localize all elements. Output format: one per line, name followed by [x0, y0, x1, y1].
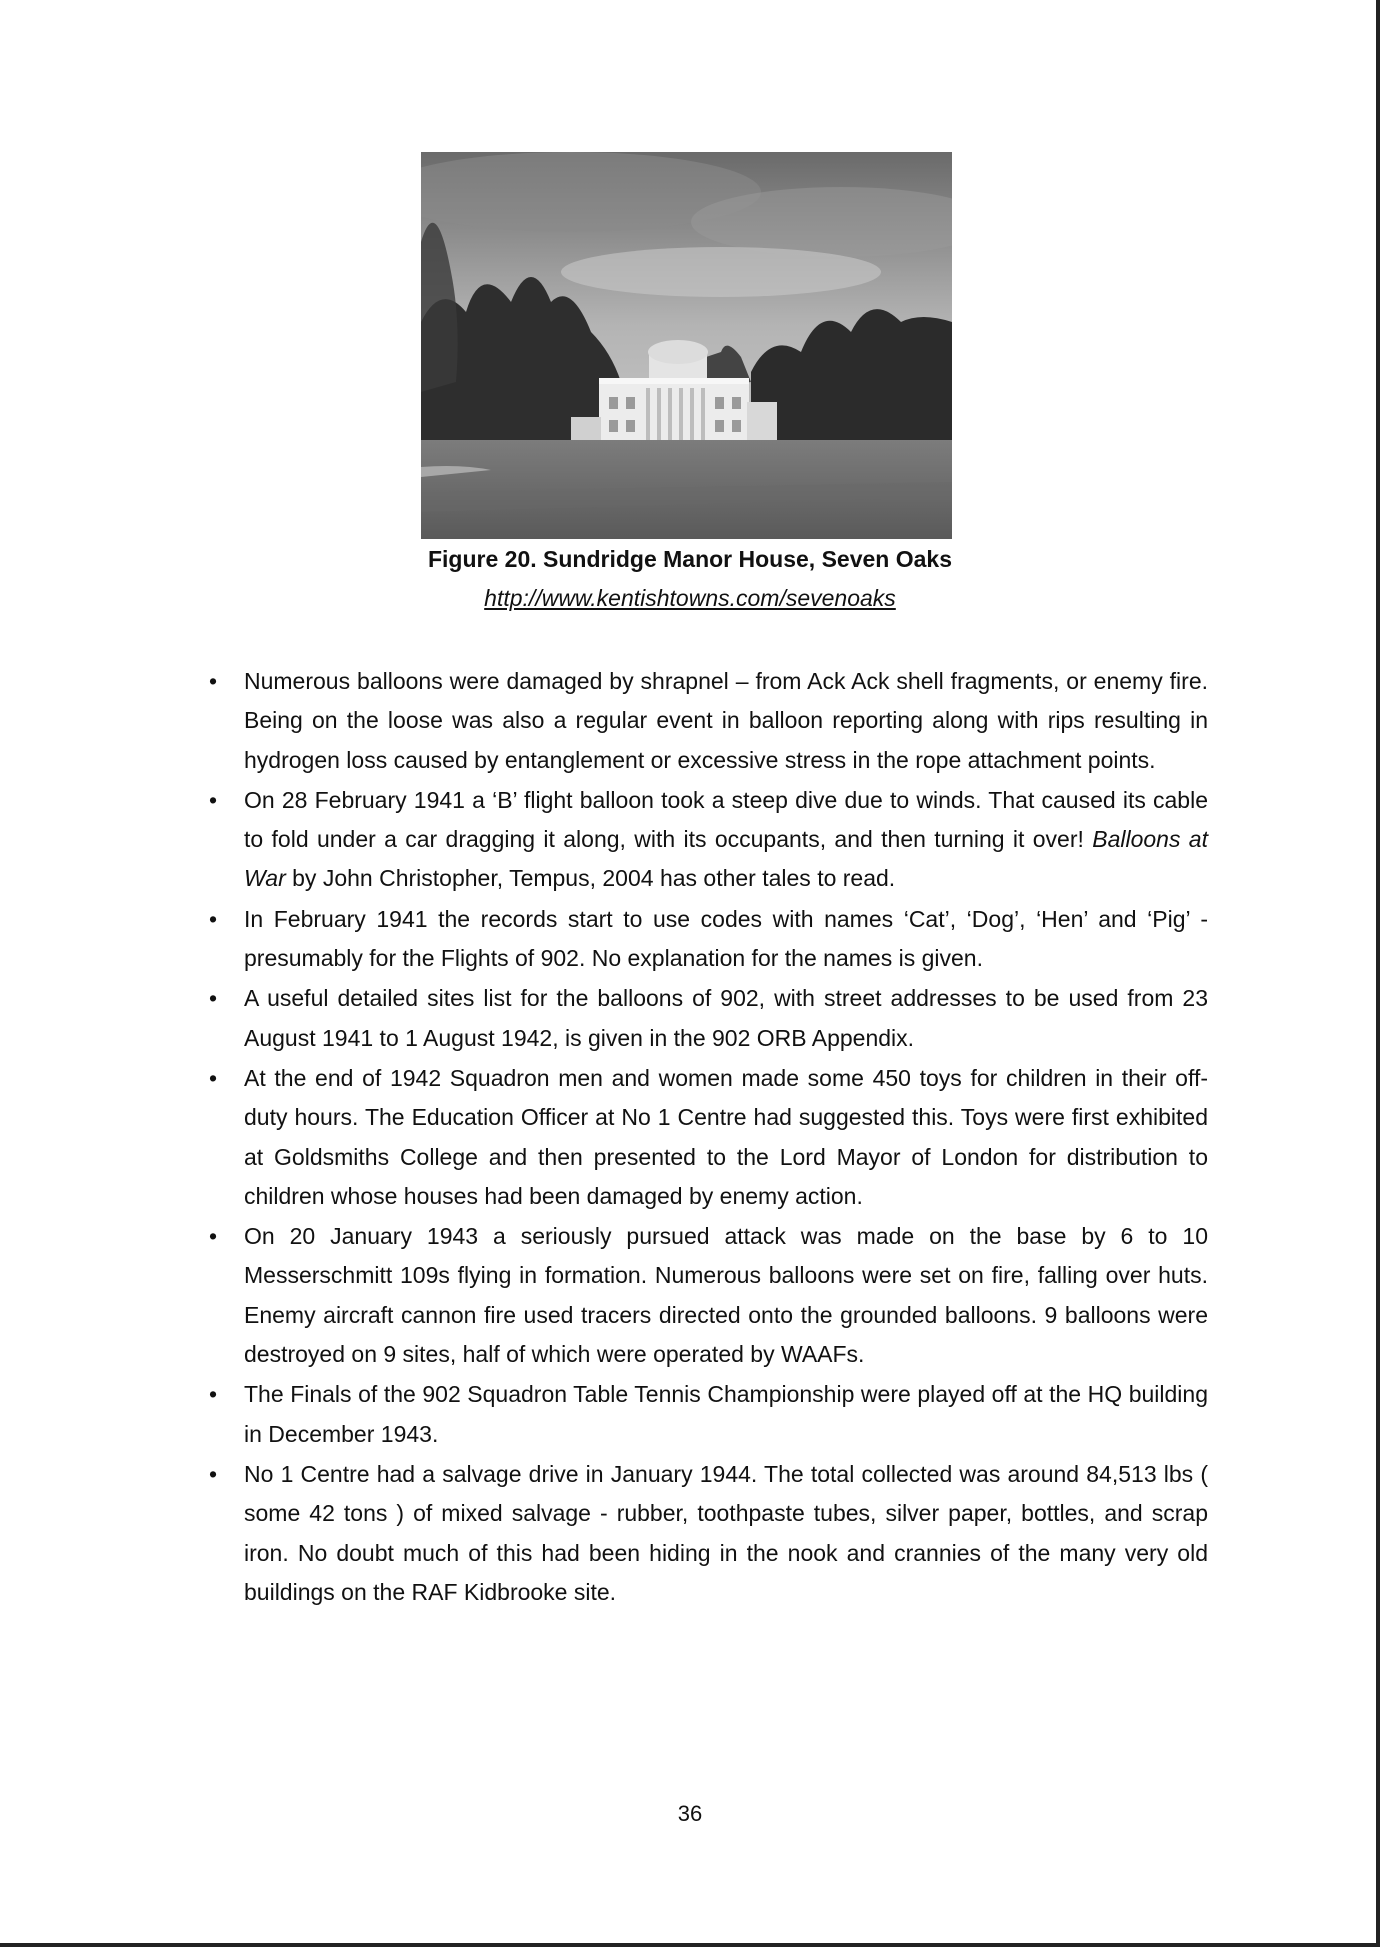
- bullet-icon: •: [208, 1460, 218, 1487]
- list-item-text: No 1 Centre had a salvage drive in January 1944. The total collected was around 84,513 lbs ( some 42 tons ) of mixed salvage - rubber, toothpaste tubes, silver paper, bottles, and scrap iron. No doubt much of this had been hiding in the nook and crannies of the many very old buildings on the RAF Kidbrooke site.: [244, 1460, 1208, 1605]
- list-item-text-continued: by John Christopher, Tempus, 2004 has other tales to read.: [285, 865, 896, 892]
- list-item-text: On 20 January 1943 a seriously pursued attack was made on the base by 6 to 10 Messerschmitt 109s flying in formation. Numerous balloons were set on fire, falling over huts. Enemy aircraft cannon fire used tracers directed onto the grounded balloons. 9 balloons were destroyed on 9 sites, half of which were operated by WAAFs.: [244, 1223, 1208, 1368]
- list-item-text: A useful detailed sites list for the balloons of 902, with street addresses to be used from 23 August 1941 to 1 August 1942, is given in the 902 ORB Appendix.: [244, 985, 1208, 1051]
- bullet-list: [208, 662, 1208, 1613]
- figure-photo: [421, 152, 952, 539]
- list-item-text: At the end of 1942 Squadron men and women made some 450 toys for children in their off-duty hours. The Education Officer at No 1 Centre had suggested this. Toys were first exhibited at Goldsmiths College and then presented to the Lord Mayor of London for distribution to children whose houses had been damaged by enemy action.: [244, 1064, 1208, 1209]
- list-item: [208, 781, 1208, 899]
- list-item-text: Numerous balloons were damaged by shrapnel – from Ack Ack shell fragments, or enemy fire. Being on the loose was also a regular event in balloon reporting along with rips resulting in hydrogen loss caused by entanglement or excessive stress in the rope attachment points.: [244, 668, 1208, 773]
- list-item: [208, 1059, 1208, 1216]
- list-item: [208, 979, 1208, 1058]
- figure-caption: Figure 20. Sundridge Manor House, Seven Oaks: [427, 546, 953, 572]
- list-item-text: On 28 February 1941 a ‘B’ flight balloon took a steep dive due to winds. That caused its cable to fold under a car dragging it along, with its occupants, and then turning it over!: [244, 786, 1208, 853]
- page-number: 36: [677, 1801, 703, 1826]
- list-item: [208, 662, 1208, 780]
- list-item-text: The Finals of the 902 Squadron Table Tennis Championship were played off at the HQ building in December 1943.: [244, 1381, 1208, 1447]
- bullet-icon: •: [208, 668, 218, 694]
- bullet-icon: •: [208, 985, 218, 1012]
- bullet-icon: •: [208, 1381, 218, 1408]
- list-item: [208, 1375, 1208, 1454]
- list-item: [208, 1455, 1208, 1612]
- bullet-icon: •: [208, 786, 218, 813]
- list-item: [208, 1217, 1208, 1374]
- figure-source-link[interactable]: http://www.kentishtowns.com/sevenoaks: [484, 585, 896, 611]
- bullet-icon: •: [208, 905, 218, 932]
- list-item: [208, 900, 1208, 979]
- bullet-icon: •: [208, 1223, 218, 1250]
- page-border-bottom: [0, 1943, 1380, 1947]
- book-title: Balloons at War: [244, 826, 1208, 892]
- list-item-text: In February 1941 the records start to use codes with names ‘Cat’, ‘Dog’, ‘Hen’ and ‘Pig’ - presumably for the Flights of 902. No explanation for the names is given.: [244, 905, 1208, 972]
- page-border-right: [1376, 0, 1380, 1947]
- bullet-icon: •: [208, 1064, 218, 1091]
